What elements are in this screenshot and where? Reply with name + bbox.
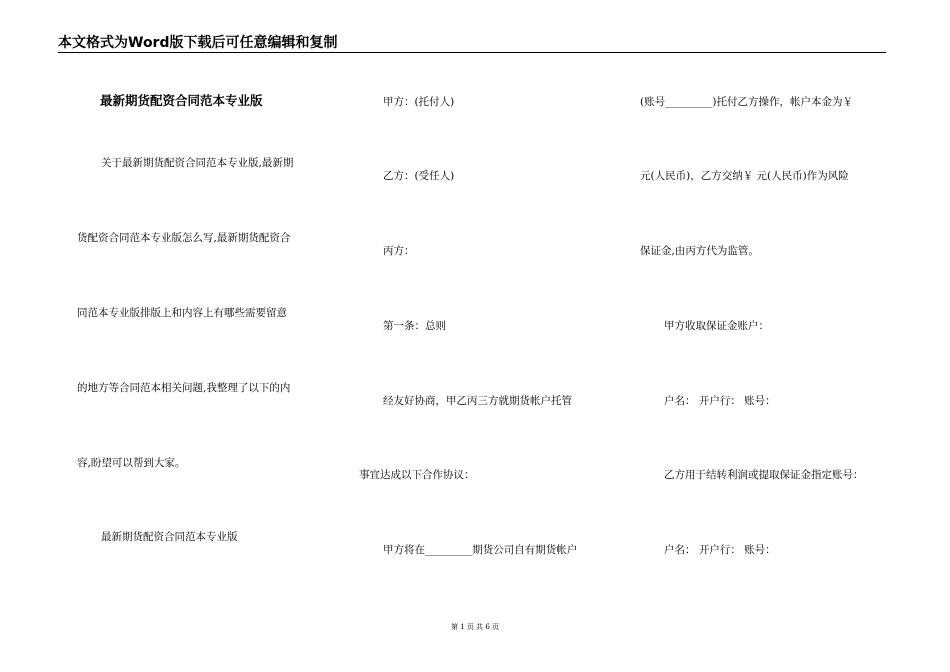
col3-line-5: 户名： 开户行： 账号：: [664, 395, 776, 407]
page-number: 第 1 页 共 6 页: [450, 623, 500, 631]
document-title: 最新期货配资合同范本专业版: [100, 93, 263, 108]
page-header: 本文格式为Word版下载后可任意编辑和复制: [58, 35, 338, 51]
col2-line-2: 乙方：(受任人): [383, 170, 455, 182]
col1-line-3: 同范本专业版排版上和内容上有哪些需要留意: [77, 307, 287, 319]
col3-line-6: 乙方用于结转利润或提取保证金指定账号：: [664, 469, 864, 481]
col1-line-2: 货配资合同范本专业版怎么写,最新期货配资合: [77, 232, 291, 244]
col3-line-1: (账号_________)托付乙方操作，帐户本金为￥: [640, 96, 853, 108]
col2-line-3: 丙方：: [383, 245, 415, 257]
col1-line-1: 关于最新期货配资合同范本专业版,最新期: [101, 157, 294, 169]
header-rule: [58, 52, 886, 53]
col1-line-5: 容,盼望可以帮到大家。: [77, 457, 186, 469]
col1-line-4: 的地方等合同范本相关问题,我整理了以下的内: [77, 382, 291, 394]
col2-line-4: 第一条：总则: [383, 320, 446, 332]
col2-line-7: 甲方将在_________期货公司自有期货帐户: [383, 544, 578, 556]
col2-line-1: 甲方：(托付人): [383, 96, 455, 108]
col3-line-3: 保证金,由丙方代为监管。: [640, 245, 759, 257]
col3-line-4: 甲方收取保证金账户：: [664, 320, 769, 332]
col3-line-7: 户名： 开户行： 账号：: [664, 544, 776, 556]
col3-line-2: 元(人民币)，乙方交纳￥ 元(人民币)作为风险: [640, 170, 849, 182]
col2-line-5: 经友好协商，甲乙丙三方就期货帐户托管: [383, 395, 572, 407]
col2-line-6: 事宜达成以下合作协议：: [359, 469, 475, 481]
col1-line-6: 最新期货配资合同范本专业版: [101, 531, 238, 543]
